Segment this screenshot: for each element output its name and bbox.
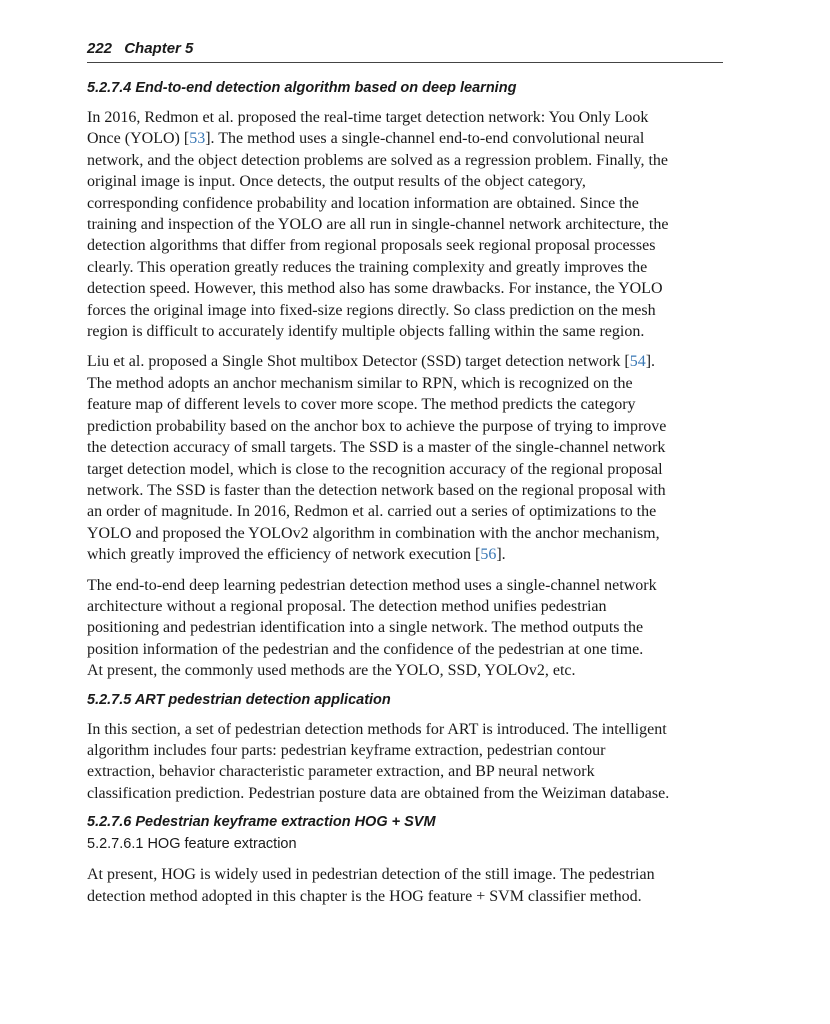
text-line: network, and the object detection problems are solved as a regression problem. Finally, the [87,151,669,169]
text-line: position information of the pedestrian and the confidence of the pedestrian at one time. [87,640,644,658]
paragraph-end-to-end [87,575,723,682]
text-line: At present, the commonly used methods are the YOLO, SSD, YOLOv2, etc. [87,662,576,680]
page-number: 222 [87,40,113,57]
running-head [87,38,723,63]
text-line: extraction, behavior characteristic parameter extraction, and BP neural network [87,763,595,781]
text-line: clearly. This operation greatly reduces the training complexity and greatly improves the [87,258,648,276]
text-line: feature map of different levels to cover more scope. The method predicts the category [87,396,636,414]
text-line: which greatly improved the efficiency of network execution [56]. [87,546,506,564]
book-page [87,38,723,907]
text-line: training and inspection of the YOLO are all run in single-channel network architecture, the [87,216,669,234]
section-heading-5-2-7-6: 5.2.7.6 Pedestrian keyframe extraction HOG + SVM [87,814,436,831]
citation-link-56[interactable]: 56 [480,546,497,564]
text-line: an order of magnitude. In 2016, Redmon et al. carried out a series of optimizations to the [87,503,657,521]
text-line: the detection accuracy of small targets. The SSD is a master of the single-channel network [87,439,666,457]
text-line: Once (YOLO) [53]. The method uses a single-channel end-to-end convolutional neural [87,130,645,148]
paragraph-art-intro [87,719,723,805]
text-line: target detection model, which is close to the recognition accuracy of the regional proposal [87,460,663,478]
text-line: positioning and pedestrian identification into a single network. The method outputs the [87,619,644,637]
subsection-heading-5-2-7-6-1: 5.2.7.6.1 HOG feature extraction [87,836,297,853]
text-line: detection speed. However, this method also has some drawbacks. For instance, the YOLO [87,280,663,298]
text-line: algorithm includes four parts: pedestrian keyframe extraction, pedestrian contour [87,741,606,759]
text-line: classification prediction. Pedestrian posture data are obtained from the Weiziman database. [87,784,670,802]
text-line: In this section, a set of pedestrian detection methods for ART is introduced. The intelligent [87,720,667,738]
text-line: The method adopts an anchor mechanism similar to RPN, which is recognized on the [87,374,633,392]
text-line: forces the original image into fixed-size regions directly. So class prediction on the mesh [87,301,656,319]
text-line: At present, HOG is widely used in pedestrian detection of the still image. The pedestrian [87,866,655,884]
text-line: architecture without a regional proposal. The detection method unifies pedestrian [87,597,607,615]
text-line: detection algorithms that differ from regional proposals seek regional proposal processes [87,237,656,255]
text-line: YOLO and proposed the YOLOv2 algorithm in combination with the anchor mechanism, [87,524,660,542]
text-line: Liu et al. proposed a Single Shot multibox Detector (SSD) target detection network [54]. [87,353,656,371]
section-heading-5-2-7-4: 5.2.7.4 End-to-end detection algorithm based on deep learning [87,80,517,96]
paragraph-yolo [87,107,723,342]
text-line: In 2016, Redmon et al. proposed the real-time target detection network: You Only Look [87,109,649,126]
section-heading-5-2-7-5: 5.2.7.5 ART pedestrian detection application [87,691,391,708]
citation-link-54[interactable]: 54 [629,353,646,371]
text-line: detection method adopted in this chapter is the HOG feature + SVM classifier method. [87,887,642,905]
citation-link-53[interactable]: 53 [189,130,206,148]
paragraph-hog [87,864,723,907]
text-line: region is difficult to accurately identify multiple objects falling within the same region. [87,323,645,341]
text-line: network. The SSD is faster than the detection network based on the regional proposal with [87,481,666,499]
text-line: corresponding confidence probability and location information are obtained. Since the [87,194,639,212]
paragraph-ssd [87,351,723,565]
chapter-label: Chapter 5 [124,40,194,57]
text-line: original image is input. Once detects, the output results of the object category, [87,173,586,191]
text-line: prediction probability based on the anchor box to achieve the purpose of trying to improve [87,417,667,435]
text-line: The end-to-end deep learning pedestrian detection method uses a single-channel network [87,576,657,594]
